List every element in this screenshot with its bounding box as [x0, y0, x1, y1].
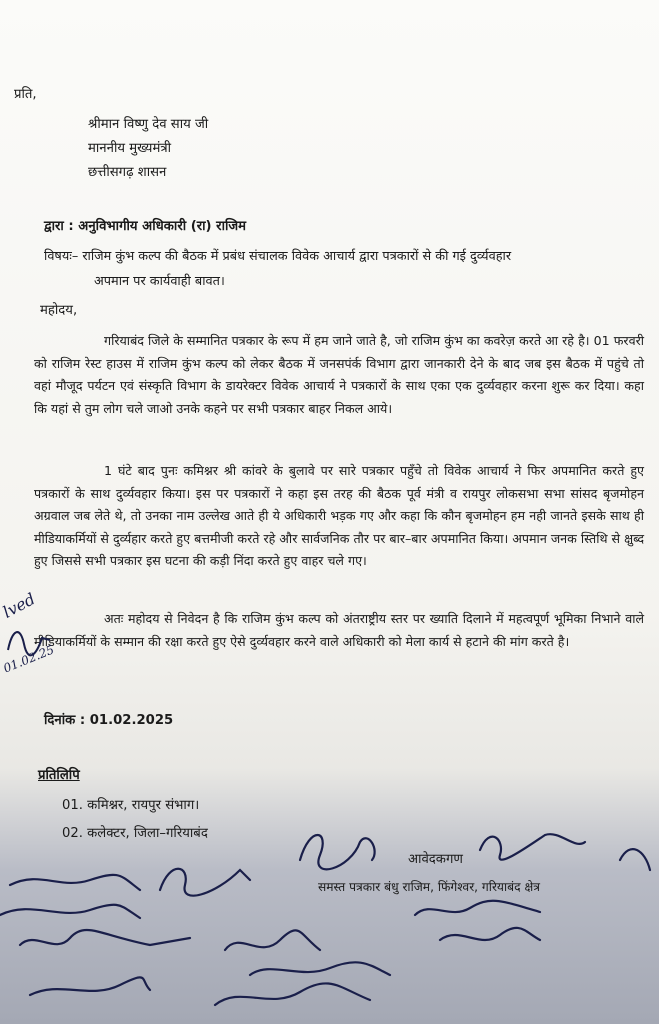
copy-item-1: 01. कमिश्नर, रायपुर संभाग।: [62, 798, 200, 813]
signature-2: [480, 834, 585, 859]
paragraph-3: अतः महोदय से निवेदन है कि राजिम कुंभ कल्प को अंतराष्ट्रीय स्तर पर ख्याति दिलाने में महत्वपूर्ण भूमिका निभाने वाले मीडियाकर्मियों के सम्मान की रक्षा करते हुए ऐसे दुर्व्यवहार करने वाले अधिकारी को मेला कार्य से हटाने की मांग करते है।: [34, 611, 644, 649]
signature-8: [440, 928, 540, 940]
copy-label: प्रतिलिपि: [38, 768, 80, 783]
via-line: द्वारा : अनुविभागीय अधिकारी (रा) राजिम: [44, 219, 247, 234]
signature-cluster: [0, 820, 659, 1024]
subject-line-2: अपमान पर कार्यवाही बावत।: [94, 274, 225, 289]
signature-11: [215, 983, 370, 1005]
signature-9: [225, 930, 320, 950]
signature-5: [0, 905, 140, 918]
subject-text-1: राजिम कुंभ कल्प की बैठक में प्रबंध संचालक विवेक आचार्य द्वारा पत्रकारों से की गई दुर्व्यवहार: [82, 249, 512, 264]
received-initials: [0, 610, 60, 670]
date-line: [44, 712, 173, 730]
signature-13: [620, 849, 650, 870]
date-label: दिनांक :: [44, 713, 86, 728]
signature-3: [160, 869, 250, 896]
signature-4: [10, 875, 140, 890]
signature-1: [300, 835, 375, 869]
applicant-label: आवेदकगण: [408, 852, 463, 867]
paragraph-2: 1 घंटे बाद पुनः कमिश्नर श्री कांवरे के बुलावे पर सारे पत्रकार पहुँचे तो विवेक आचार्य ने फिर अपमानित करते हुए पत्रकारों के साथ दुर्व्यवहार किया। इस पर पत्रकारों ने कहा इस तरह की बैठक पूर्व मंत्री व रायपुर लोकसभा सभा सांसद बृजमोहन अग्रवाल जब लेते थे, तो उनका नाम उल्लेख आते ही ये अधिकारी भड़क गए और कहा कि कौन बृजमोहन हम नही जानते इसके साथ ही मीडियाकर्मियों से दुर्व्यहार करते हुए बत्तमीजी करते रहे और सार्वजनिक तौर पर बार–बार अपमानित किया। अपमान जनक स्तिथि से क्षुब्द हुए जिससे सभी पत्रकार इस घटना की कड़ी निंदा करते हुए वाहर चले गए।: [34, 463, 644, 568]
recipient-name: श्रीमान विष्णु देव साय जी: [88, 117, 209, 132]
subject-label: विषयः–: [44, 249, 79, 264]
date-value: 01.02.2025: [89, 713, 174, 728]
signature-6: [20, 930, 190, 945]
recipient-government: छत्तीसगढ़ शासन: [88, 165, 167, 180]
salutation: महोदय,: [40, 303, 78, 318]
recipient-designation: माननीय मुख्यमंत्री: [88, 141, 172, 156]
copy-item-2: 02. कलेक्टर, जिला–गरियाबंद: [62, 826, 208, 841]
to-label: प्रति,: [14, 87, 37, 102]
signature-12: [30, 977, 150, 995]
received-stamp-text: lved: [0, 589, 39, 622]
paragraph-1: गरियाबंद जिले के सम्मानित पत्रकार के रूप में हम जाने जाते है, जो राजिम कुंभ का कवरेज़ करते आ रहे है। 01 फरवरी को राजिम रेस्ट हाउस में राजिम कुंभ कल्प को लेकर बैठक में जनसपंर्क विभाग द्वारा जानकारी देने के बाद जब इस बैठक में पहुंचे तो वहां मौजूद पर्यटन एवं संस्कृति विभाग के डायरेक्टर विवेक आचार्य ने पत्रकारों के साथ एका एक दुर्व्यवहार करना शुरू कर दिया। कहा कि यहां से तुम लोग चले जाओ उनके कहने पर सभी पत्रकार बाहर निकल आये।: [34, 333, 644, 416]
signature-7: [415, 901, 540, 915]
applicant-group: समस्त पत्रकार बंधु राजिम, फिंगेश्वर, गरियाबंद क्षेत्र: [318, 880, 540, 894]
received-stamp-date: 01.02.25: [1, 642, 57, 676]
subject-line-1: [44, 248, 511, 266]
signature-10: [250, 962, 390, 975]
